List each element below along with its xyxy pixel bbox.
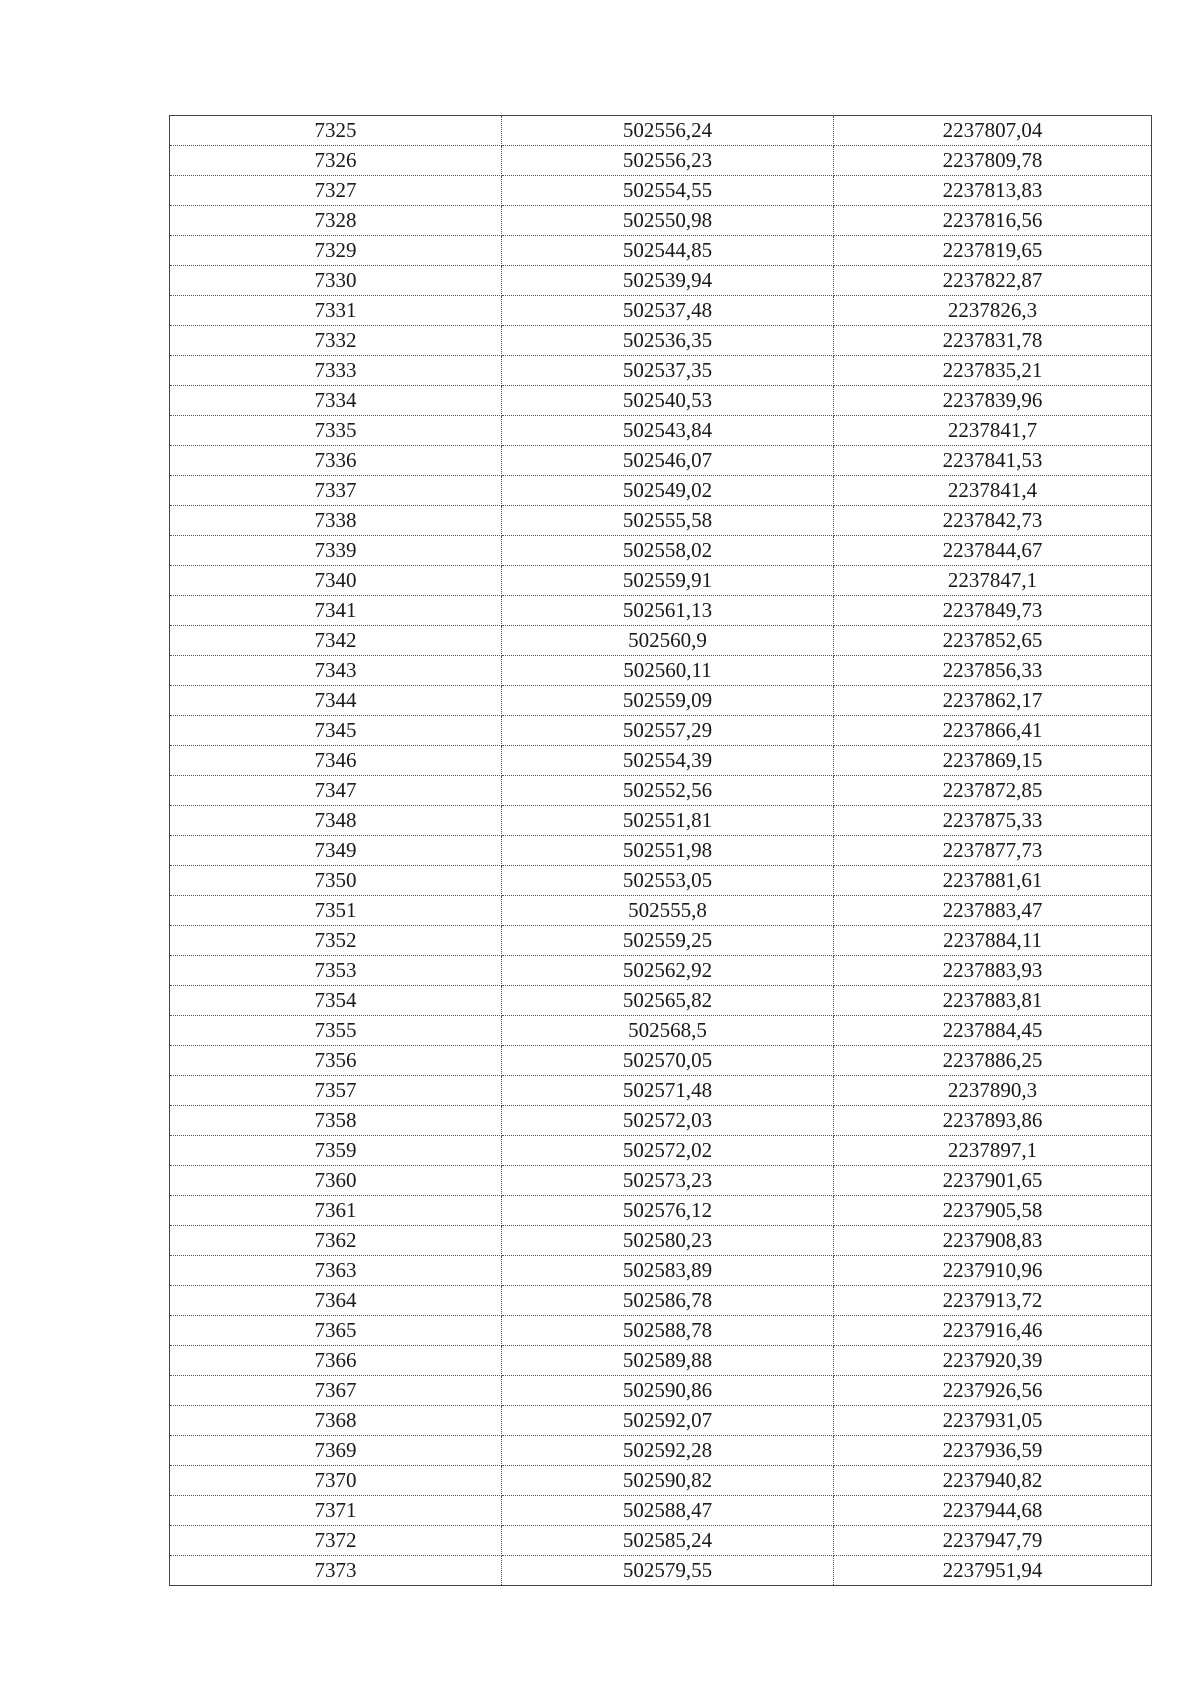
y-coordinate-cell: 2237881,61 — [834, 866, 1152, 896]
table-row — [170, 656, 1152, 686]
table-row — [170, 1346, 1152, 1376]
y-coordinate-cell: 2237835,21 — [834, 356, 1152, 386]
coordinates-table — [169, 115, 1152, 1586]
y-coordinate-cell: 2237809,78 — [834, 146, 1152, 176]
point-number-cell: 7364 — [170, 1286, 502, 1316]
point-number-cell: 7330 — [170, 266, 502, 296]
table-row — [170, 566, 1152, 596]
table-row — [170, 116, 1152, 146]
y-coordinate-cell: 2237844,67 — [834, 536, 1152, 566]
x-coordinate-cell: 502562,92 — [502, 956, 834, 986]
x-coordinate-cell: 502579,55 — [502, 1556, 834, 1586]
point-number-cell: 7339 — [170, 536, 502, 566]
table-row — [170, 1316, 1152, 1346]
y-coordinate-cell: 2237866,41 — [834, 716, 1152, 746]
x-coordinate-cell: 502554,55 — [502, 176, 834, 206]
y-coordinate-cell: 2237926,56 — [834, 1376, 1152, 1406]
table-row — [170, 1016, 1152, 1046]
point-number-cell: 7357 — [170, 1076, 502, 1106]
x-coordinate-cell: 502560,9 — [502, 626, 834, 656]
y-coordinate-cell: 2237813,83 — [834, 176, 1152, 206]
x-coordinate-cell: 502536,35 — [502, 326, 834, 356]
table-row — [170, 476, 1152, 506]
y-coordinate-cell: 2237822,87 — [834, 266, 1152, 296]
y-coordinate-cell: 2237916,46 — [834, 1316, 1152, 1346]
table-row — [170, 1226, 1152, 1256]
x-coordinate-cell: 502592,07 — [502, 1406, 834, 1436]
x-coordinate-cell: 502540,53 — [502, 386, 834, 416]
y-coordinate-cell: 2237826,3 — [834, 296, 1152, 326]
x-coordinate-cell: 502551,81 — [502, 806, 834, 836]
table-row — [170, 1406, 1152, 1436]
y-coordinate-cell: 2237886,25 — [834, 1046, 1152, 1076]
point-number-cell: 7359 — [170, 1136, 502, 1166]
point-number-cell: 7325 — [170, 116, 502, 146]
point-number-cell: 7356 — [170, 1046, 502, 1076]
table-row — [170, 716, 1152, 746]
x-coordinate-cell: 502568,5 — [502, 1016, 834, 1046]
y-coordinate-cell: 2237852,65 — [834, 626, 1152, 656]
point-number-cell: 7367 — [170, 1376, 502, 1406]
point-number-cell: 7361 — [170, 1196, 502, 1226]
y-coordinate-cell: 2237872,85 — [834, 776, 1152, 806]
x-coordinate-cell: 502586,78 — [502, 1286, 834, 1316]
point-number-cell: 7334 — [170, 386, 502, 416]
point-number-cell: 7335 — [170, 416, 502, 446]
x-coordinate-cell: 502549,02 — [502, 476, 834, 506]
y-coordinate-cell: 2237890,3 — [834, 1076, 1152, 1106]
table-row — [170, 746, 1152, 776]
table-row — [170, 596, 1152, 626]
x-coordinate-cell: 502552,56 — [502, 776, 834, 806]
point-number-cell: 7365 — [170, 1316, 502, 1346]
point-number-cell: 7353 — [170, 956, 502, 986]
y-coordinate-cell: 2237936,59 — [834, 1436, 1152, 1466]
point-number-cell: 7338 — [170, 506, 502, 536]
y-coordinate-cell: 2237847,1 — [834, 566, 1152, 596]
point-number-cell: 7329 — [170, 236, 502, 266]
x-coordinate-cell: 502537,35 — [502, 356, 834, 386]
point-number-cell: 7331 — [170, 296, 502, 326]
x-coordinate-cell: 502557,29 — [502, 716, 834, 746]
y-coordinate-cell: 2237913,72 — [834, 1286, 1152, 1316]
point-number-cell: 7351 — [170, 896, 502, 926]
table-row — [170, 416, 1152, 446]
x-coordinate-cell: 502556,23 — [502, 146, 834, 176]
table-row — [170, 386, 1152, 416]
point-number-cell: 7354 — [170, 986, 502, 1016]
x-coordinate-cell: 502573,23 — [502, 1166, 834, 1196]
point-number-cell: 7358 — [170, 1106, 502, 1136]
x-coordinate-cell: 502559,25 — [502, 926, 834, 956]
table-row — [170, 1136, 1152, 1166]
y-coordinate-cell: 2237869,15 — [834, 746, 1152, 776]
point-number-cell: 7362 — [170, 1226, 502, 1256]
y-coordinate-cell: 2237908,83 — [834, 1226, 1152, 1256]
table-row — [170, 956, 1152, 986]
table-row — [170, 926, 1152, 956]
y-coordinate-cell: 2237884,45 — [834, 1016, 1152, 1046]
x-coordinate-cell: 502571,48 — [502, 1076, 834, 1106]
x-coordinate-cell: 502537,48 — [502, 296, 834, 326]
table-row — [170, 146, 1152, 176]
y-coordinate-cell: 2237842,73 — [834, 506, 1152, 536]
table-row — [170, 536, 1152, 566]
point-number-cell: 7346 — [170, 746, 502, 776]
point-number-cell: 7336 — [170, 446, 502, 476]
point-number-cell: 7372 — [170, 1526, 502, 1556]
point-number-cell: 7352 — [170, 926, 502, 956]
y-coordinate-cell: 2237877,73 — [834, 836, 1152, 866]
x-coordinate-cell: 502580,23 — [502, 1226, 834, 1256]
table-row — [170, 236, 1152, 266]
y-coordinate-cell: 2237951,94 — [834, 1556, 1152, 1586]
x-coordinate-cell: 502554,39 — [502, 746, 834, 776]
y-coordinate-cell: 2237884,11 — [834, 926, 1152, 956]
table-row — [170, 176, 1152, 206]
point-number-cell: 7328 — [170, 206, 502, 236]
y-coordinate-cell: 2237831,78 — [834, 326, 1152, 356]
table-row — [170, 1106, 1152, 1136]
table-row — [170, 1376, 1152, 1406]
y-coordinate-cell: 2237849,73 — [834, 596, 1152, 626]
point-number-cell: 7360 — [170, 1166, 502, 1196]
x-coordinate-cell: 502559,91 — [502, 566, 834, 596]
x-coordinate-cell: 502588,47 — [502, 1496, 834, 1526]
table-row — [170, 1286, 1152, 1316]
y-coordinate-cell: 2237816,56 — [834, 206, 1152, 236]
point-number-cell: 7332 — [170, 326, 502, 356]
point-number-cell: 7373 — [170, 1556, 502, 1586]
y-coordinate-cell: 2237819,65 — [834, 236, 1152, 266]
y-coordinate-cell: 2237875,33 — [834, 806, 1152, 836]
y-coordinate-cell: 2237883,81 — [834, 986, 1152, 1016]
x-coordinate-cell: 502550,98 — [502, 206, 834, 236]
point-number-cell: 7370 — [170, 1466, 502, 1496]
table-row — [170, 806, 1152, 836]
y-coordinate-cell: 2237841,7 — [834, 416, 1152, 446]
x-coordinate-cell: 502543,84 — [502, 416, 834, 446]
table-row — [170, 266, 1152, 296]
y-coordinate-cell: 2237905,58 — [834, 1196, 1152, 1226]
x-coordinate-cell: 502539,94 — [502, 266, 834, 296]
x-coordinate-cell: 502553,05 — [502, 866, 834, 896]
table-row — [170, 506, 1152, 536]
point-number-cell: 7345 — [170, 716, 502, 746]
table-row — [170, 1046, 1152, 1076]
point-number-cell: 7348 — [170, 806, 502, 836]
x-coordinate-cell: 502555,58 — [502, 506, 834, 536]
y-coordinate-cell: 2237862,17 — [834, 686, 1152, 716]
x-coordinate-cell: 502590,86 — [502, 1376, 834, 1406]
point-number-cell: 7333 — [170, 356, 502, 386]
point-number-cell: 7363 — [170, 1256, 502, 1286]
point-number-cell: 7366 — [170, 1346, 502, 1376]
table-row — [170, 1436, 1152, 1466]
table-row — [170, 1526, 1152, 1556]
y-coordinate-cell: 2237841,53 — [834, 446, 1152, 476]
x-coordinate-cell: 502576,12 — [502, 1196, 834, 1226]
x-coordinate-cell: 502570,05 — [502, 1046, 834, 1076]
table-row — [170, 1256, 1152, 1286]
point-number-cell: 7369 — [170, 1436, 502, 1466]
y-coordinate-cell: 2237931,05 — [834, 1406, 1152, 1436]
point-number-cell: 7347 — [170, 776, 502, 806]
point-number-cell: 7371 — [170, 1496, 502, 1526]
y-coordinate-cell: 2237839,96 — [834, 386, 1152, 416]
x-coordinate-cell: 502555,8 — [502, 896, 834, 926]
table-row — [170, 1466, 1152, 1496]
table-row — [170, 776, 1152, 806]
x-coordinate-cell: 502572,03 — [502, 1106, 834, 1136]
table-row — [170, 866, 1152, 896]
point-number-cell: 7327 — [170, 176, 502, 206]
x-coordinate-cell: 502556,24 — [502, 116, 834, 146]
y-coordinate-cell: 2237920,39 — [834, 1346, 1152, 1376]
y-coordinate-cell: 2237940,82 — [834, 1466, 1152, 1496]
y-coordinate-cell: 2237883,47 — [834, 896, 1152, 926]
y-coordinate-cell: 2237944,68 — [834, 1496, 1152, 1526]
table-row — [170, 686, 1152, 716]
y-coordinate-cell: 2237897,1 — [834, 1136, 1152, 1166]
point-number-cell: 7340 — [170, 566, 502, 596]
x-coordinate-cell: 502572,02 — [502, 1136, 834, 1166]
x-coordinate-cell: 502585,24 — [502, 1526, 834, 1556]
table-row — [170, 1556, 1152, 1586]
point-number-cell: 7350 — [170, 866, 502, 896]
table-row — [170, 836, 1152, 866]
table-row — [170, 1496, 1152, 1526]
x-coordinate-cell: 502544,85 — [502, 236, 834, 266]
x-coordinate-cell: 502565,82 — [502, 986, 834, 1016]
x-coordinate-cell: 502588,78 — [502, 1316, 834, 1346]
table-row — [170, 1166, 1152, 1196]
table-row — [170, 1076, 1152, 1106]
x-coordinate-cell: 502559,09 — [502, 686, 834, 716]
y-coordinate-cell: 2237883,93 — [834, 956, 1152, 986]
y-coordinate-cell: 2237841,4 — [834, 476, 1152, 506]
table-row — [170, 446, 1152, 476]
table-row — [170, 356, 1152, 386]
point-number-cell: 7349 — [170, 836, 502, 866]
y-coordinate-cell: 2237893,86 — [834, 1106, 1152, 1136]
table-row — [170, 626, 1152, 656]
point-number-cell: 7355 — [170, 1016, 502, 1046]
y-coordinate-cell: 2237910,96 — [834, 1256, 1152, 1286]
table-row — [170, 326, 1152, 356]
x-coordinate-cell: 502560,11 — [502, 656, 834, 686]
x-coordinate-cell: 502583,89 — [502, 1256, 834, 1286]
point-number-cell: 7326 — [170, 146, 502, 176]
y-coordinate-cell: 2237901,65 — [834, 1166, 1152, 1196]
table-row — [170, 986, 1152, 1016]
table-row — [170, 896, 1152, 926]
y-coordinate-cell: 2237947,79 — [834, 1526, 1152, 1556]
point-number-cell: 7344 — [170, 686, 502, 716]
table-row — [170, 206, 1152, 236]
y-coordinate-cell: 2237807,04 — [834, 116, 1152, 146]
table-row — [170, 1196, 1152, 1226]
x-coordinate-cell: 502592,28 — [502, 1436, 834, 1466]
x-coordinate-cell: 502590,82 — [502, 1466, 834, 1496]
point-number-cell: 7337 — [170, 476, 502, 506]
coordinates-table-body — [170, 116, 1152, 1586]
x-coordinate-cell: 502558,02 — [502, 536, 834, 566]
x-coordinate-cell: 502551,98 — [502, 836, 834, 866]
y-coordinate-cell: 2237856,33 — [834, 656, 1152, 686]
point-number-cell: 7343 — [170, 656, 502, 686]
point-number-cell: 7341 — [170, 596, 502, 626]
point-number-cell: 7368 — [170, 1406, 502, 1436]
point-number-cell: 7342 — [170, 626, 502, 656]
x-coordinate-cell: 502546,07 — [502, 446, 834, 476]
x-coordinate-cell: 502561,13 — [502, 596, 834, 626]
x-coordinate-cell: 502589,88 — [502, 1346, 834, 1376]
table-row — [170, 296, 1152, 326]
